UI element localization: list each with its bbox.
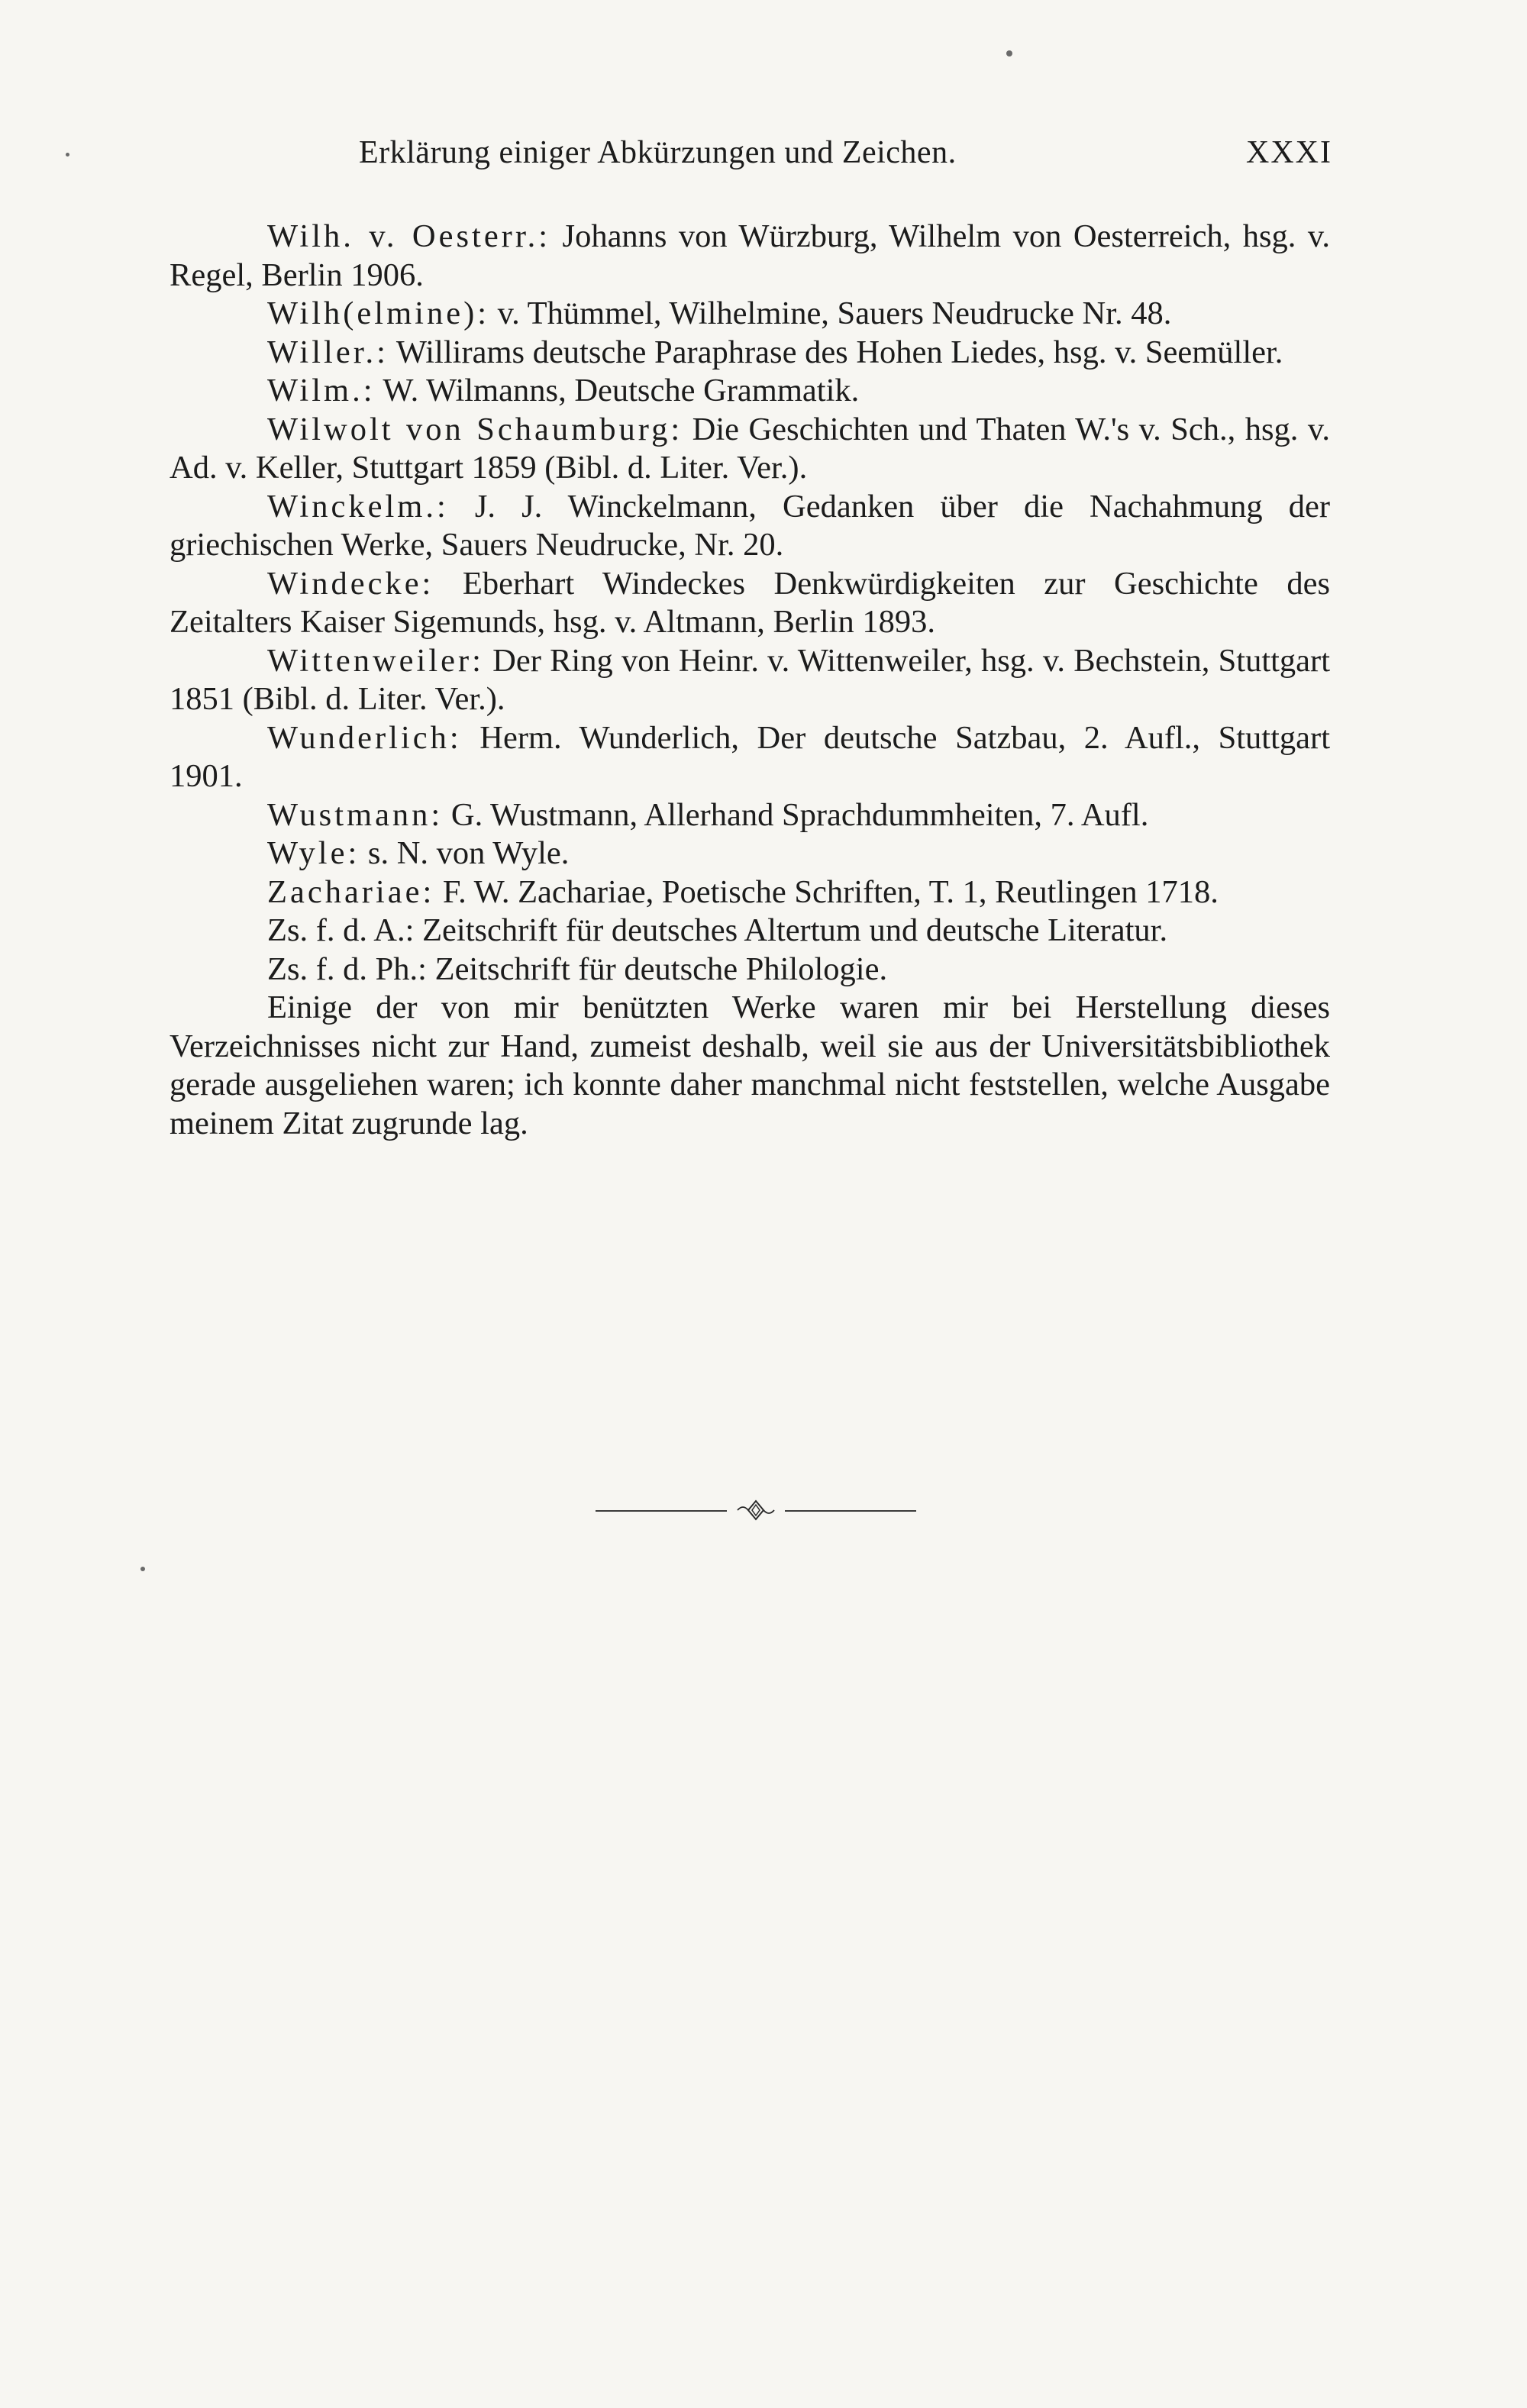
abbreviation-entry	[169, 295, 1330, 334]
abbreviation-entry	[169, 642, 1330, 719]
abbreviation-entry	[169, 334, 1330, 373]
abbreviation-entry	[169, 372, 1330, 411]
entry-text: Eberhart Windeckes Denkwürdigkeiten zur Geschichte des Zeitalters Kaiser Sigemunds, hsg. v. Altmann, Berlin 1893.	[169, 565, 1331, 640]
diamond-flourish-svg	[733, 1495, 779, 1525]
entry-abbreviation: Zs. f. d. Ph.:	[267, 951, 427, 987]
entry-abbreviation: Wustmann:	[267, 796, 444, 833]
entry-text: Zeitschrift für deutsches Altertum und deutsche Literatur.	[422, 912, 1168, 948]
abbreviation-entry	[169, 411, 1330, 488]
running-header	[359, 130, 1332, 176]
entry-abbreviation: Wilm.:	[267, 373, 376, 408]
running-title: Erklärung einiger Abkürzungen und Zeichen.	[359, 135, 957, 170]
entry-text: Johanns von Würzburg, Wilhelm von Oesterreich, hsg. v. Regel, Berlin 1906.	[169, 218, 1330, 293]
entry-text: G. Wustmann, Allerhand Sprachdummheiten, 7. Aufl.	[450, 796, 1149, 833]
entry-text: Herm. Wunderlich, Der deutsche Satzbau, 2. Aufl., Stuttgart 1901.	[169, 719, 1330, 794]
abbreviation-entry	[169, 796, 1330, 835]
entry-abbreviation: Wilwolt von Schaumburg:	[267, 411, 683, 447]
entry-abbreviation: Wyle:	[267, 835, 360, 871]
abbreviation-entry	[169, 218, 1330, 295]
entry-abbreviation: Wilh. v. Oesterr.:	[267, 218, 551, 254]
abbreviation-entry	[169, 719, 1330, 796]
entry-abbreviation: Wittenweiler:	[267, 642, 484, 679]
abbreviation-entry	[169, 873, 1330, 912]
entry-abbreviation: Winckelm.:	[267, 488, 449, 525]
entry-text: Zeitschrift für deutsche Philologie.	[434, 951, 888, 987]
end-ornament	[596, 1495, 916, 1525]
abbreviation-entry	[169, 488, 1330, 565]
ornament-rule-left	[596, 1510, 727, 1512]
entry-abbreviation: Wilh(elmine):	[267, 295, 490, 331]
abbreviation-list	[169, 218, 1330, 1143]
paper-speck	[1006, 50, 1012, 56]
paper-speck	[66, 153, 69, 157]
entry-abbreviation: Willer.:	[267, 334, 389, 370]
abbreviation-entry	[169, 912, 1330, 951]
abbreviation-entry	[169, 834, 1330, 873]
closing-paragraph: Einige der von mir benützten Werke waren mir bei Herstellung dieses Verzeichnisses nicht zur Hand, zumeist deshalb, weil sie aus der Universitätsbibliothek gerade ausgeliehen waren; ich konnte daher manchmal nicht feststellen, welche Ausgabe meinem Zitat zugrunde lag.	[169, 989, 1330, 1141]
paper-speck	[140, 1567, 145, 1571]
page-number: XXXI	[1246, 135, 1332, 170]
entry-text: Willirams deutsche Paraphrase des Hohen Liedes, hsg. v. Seemüller.	[395, 334, 1283, 370]
entry-text: s. N. von Wyle.	[367, 835, 570, 871]
entry-text: Der Ring von Heinr. v. Wittenweiler, hsg. v. Bechstein, Stuttgart 1851 (Bibl. d. Liter. Ver.).	[169, 642, 1331, 717]
entry-text: F. W. Zachariae, Poetische Schriften, T. 1, Reutlingen 1718.	[442, 873, 1219, 910]
abbreviation-entry	[169, 951, 1330, 989]
entry-text: v. Thümmel, Wilhelmine, Sauers Neudrucke Nr. 48.	[497, 295, 1172, 331]
entry-abbreviation: Wunderlich:	[267, 719, 462, 756]
entry-abbreviation: Zs. f. d. A.:	[267, 912, 415, 948]
entry-abbreviation: Windecke:	[267, 565, 434, 602]
abbreviation-entry	[169, 565, 1330, 642]
ornament-rule-right	[785, 1510, 916, 1512]
entry-text: J. J. Winckelmann, Gedanken über die Nachahmung der griechischen Werke, Sauers Neudrucke, Nr. 20.	[169, 488, 1330, 563]
entry-text: Die Geschichten und Thaten W.'s v. Sch., hsg. v. Ad. v. Keller, Stuttgart 1859 (Bibl. d. Liter. Ver.).	[169, 411, 1331, 486]
entry-text: W. Wilmanns, Deutsche Grammatik.	[383, 373, 860, 408]
diamond-flourish-icon	[733, 1495, 779, 1525]
entry-abbreviation: Zachariae:	[267, 873, 435, 910]
